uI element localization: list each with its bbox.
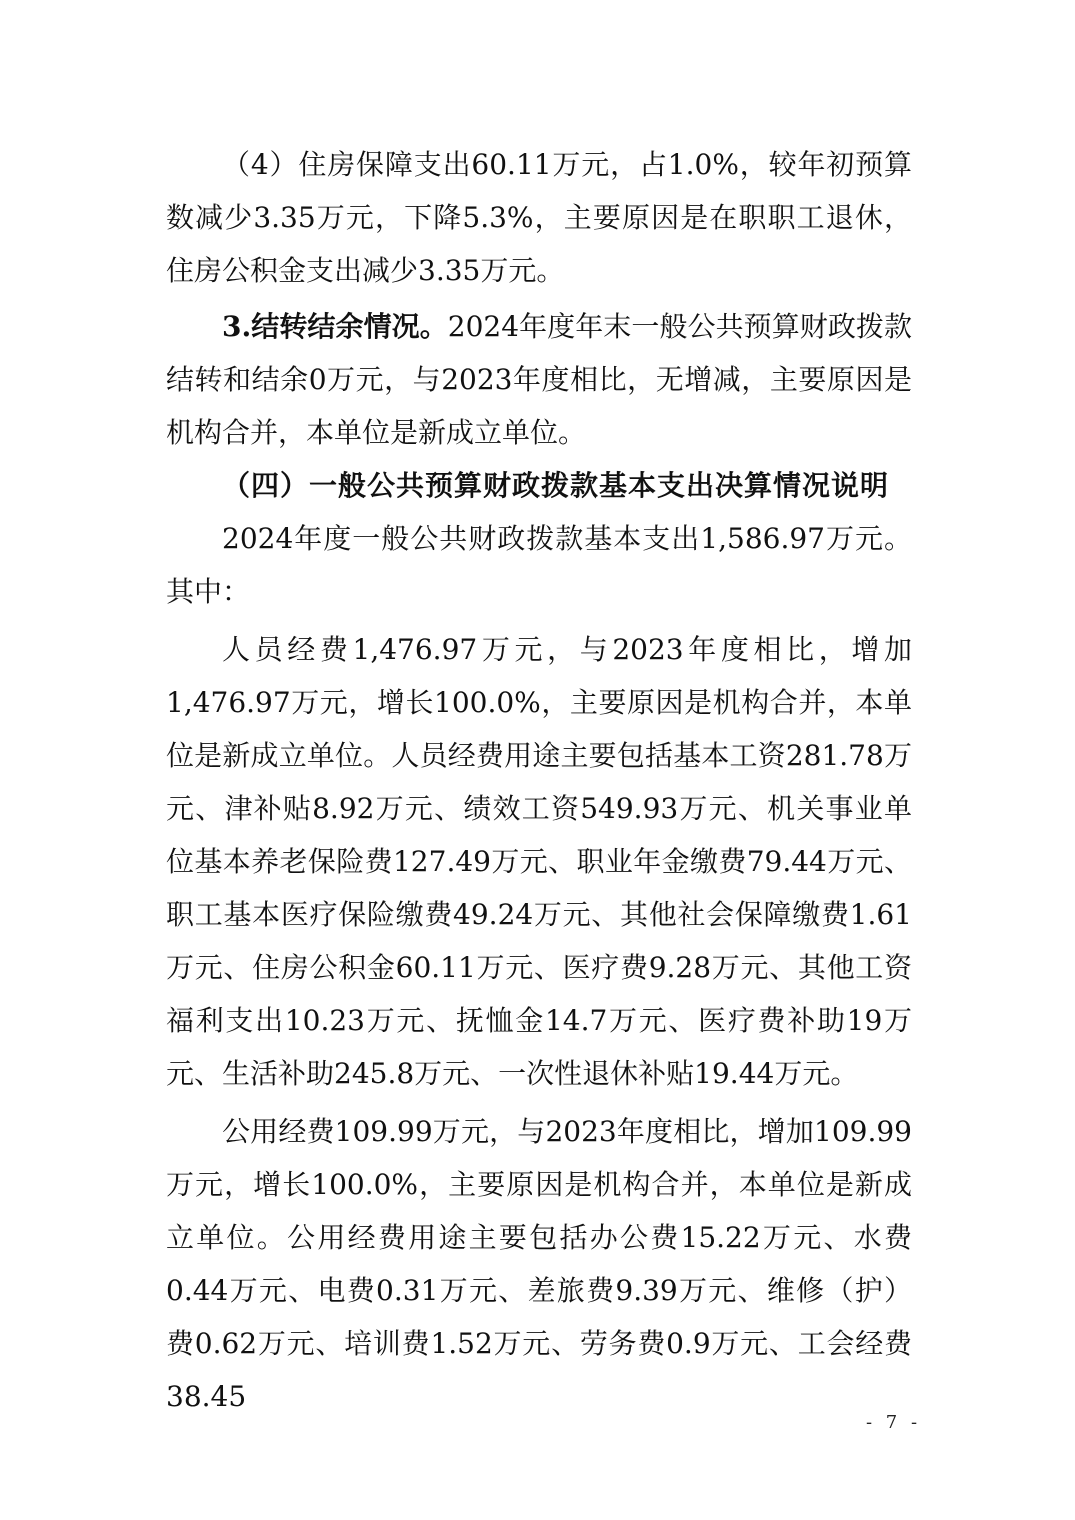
- paragraph-carryover-balance: [166, 300, 912, 459]
- page-number: - 7 -: [866, 1412, 922, 1433]
- paragraph-basic-expenditure-total: 2024年度一般公共财政拨款基本支出1,586.97万元。其中：: [166, 522, 912, 608]
- paragraph-housing-security: （4）住房保障支出60.11万元，占1.0%，较年初预算数减少3.35万元，下降5.3%，主要原因是在职职工退休，住房公积金支出减少3.35万元。: [166, 148, 912, 287]
- carryover-balance-text: 2024年度年末一般公共预算财政拨款结转和结余0万元，与2023年度相比，无增减，主要原因是机构合并，本单位是新成立单位。: [166, 310, 912, 449]
- document-body: [166, 138, 912, 1423]
- paragraph-public-costs: 公用经费109.99万元，与2023年度相比，增加109.99万元，增长100.0%，主要原因是机构合并，本单位是新成立单位。公用经费用途主要包括办公费15.22万元、水费0.44万元、电费0.31万元、差旅费9.39万元、维修（护）费0.62万元、培训费1.52万元、劳务费0.9万元、工会经费38.45: [166, 1115, 912, 1413]
- section-heading-basic-expenditure: （四）一般公共预算财政拨款基本支出决算情况说明: [222, 469, 890, 502]
- carryover-balance-heading: 3.结转结余情况。: [222, 310, 448, 343]
- paragraph-personnel-costs: 人员经费1,476.97万元，与2023年度相比，增加1,476.97万元，增长100.0%，主要原因是机构合并，本单位是新成立单位。人员经费用途主要包括基本工资281.78万元、津补贴8.92万元、绩效工资549.93万元、机关事业单位基本养老保险费127.49万元、职业年金缴费79.44万元、职工基本医疗保险缴费49.24万元、其他社会保障缴费1.61万元、住房公积金60.11万元、医疗费9.28万元、其他工资福利支出10.23万元、抚恤金14.7万元、医疗费补助19万元、生活补助245.8万元、一次性退休补贴19.44万元。: [166, 633, 912, 1090]
